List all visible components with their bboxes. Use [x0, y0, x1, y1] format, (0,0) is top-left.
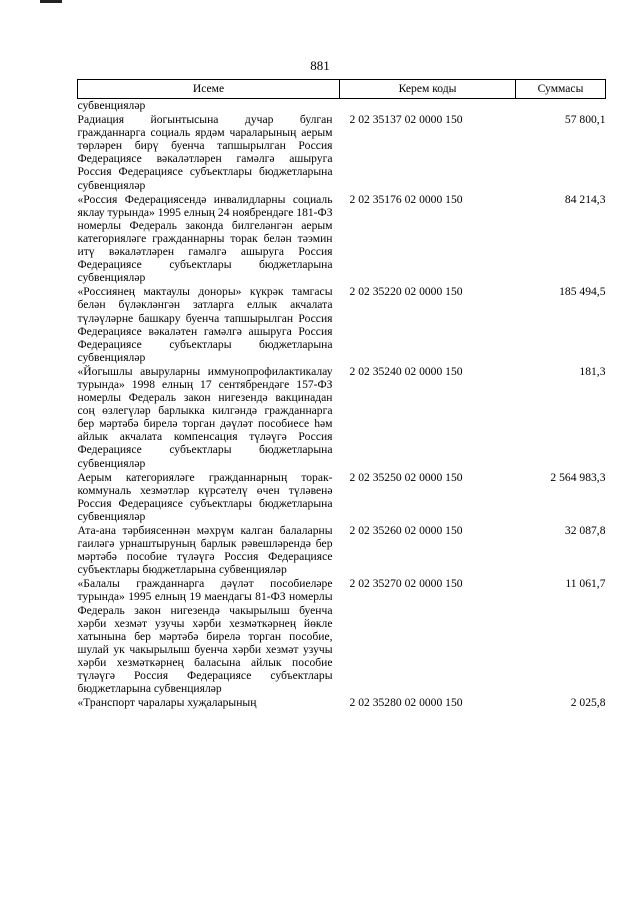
row-name: Ата-ана тәрбиясеннән мәхрүм калган балаларны гаиләгә урнаштыруның барлык рәвешләрендә бер мәртәбә пособие түләүгә Россия Федерациясе субъектлары бюджетларына субвенцияләр	[77, 524, 333, 577]
row-sum: 32 087,8	[564, 524, 606, 537]
row-name: Радиация йогынтысына дучар булган гражданнарга социаль ярдәм чараларының аерым төрләрен бирү буенча тапшырылган Россия Федерациясе вәкаләтләрен гамәлгә ашыруга Россия Федерациясе субъектлары бюджетларына субвенцияләр	[77, 113, 333, 192]
row-sum: 185 494,5	[559, 285, 606, 299]
row-name: «Балалы гражданнарга дәүләт пособиеләре турында» 1995 елның 19 маендагы 81-ФЗ номерлы Федераль закон нигезендә чакырылыш буенча хәрби хезмәт узучы хәрби хезмәткәрнең йөкле хатынына бер мәртәбә бирелә торган пособие, шулай ук чакырылыш буенча хәрби хезмәт узучы хәрби хезмәткәрнең баласына айлык пособие түләүгә Россия Федерациясе субъектлары бюджетларына субвенцияләр	[77, 577, 333, 696]
table-row	[78, 524, 606, 577]
row-code: 2 02 35260 02 0000 150	[349, 524, 463, 537]
row-name: «Россиянең мактаулы доноры» күкрәк тамгасы белән бүләкләнгән затларга еллык акчалата түләүләрне башкару буенча тапшырылган Россия Федерациясе вәкаләтен гамәлгә ашыруга Россия Федерациясе субъектлары бюджетларына субвенцияләр	[77, 285, 333, 364]
row-code: 2 02 35220 02 0000 150	[349, 285, 463, 299]
header-code: Керем коды	[340, 80, 516, 99]
row-sum: 181,3	[579, 364, 606, 378]
page-number: 881	[310, 58, 330, 73]
table-row	[78, 471, 606, 524]
row-name: «Транспорт чаралары хуҗаларының	[77, 696, 257, 710]
row-name: Аерым категорияләге гражданнарның торак-коммуналь хезмәтләр күрсәтелү өчен түләвенә Россия Федерациясе субъектлары бюджетларына субвенцияләр	[77, 470, 333, 523]
header-name: Исеме	[78, 80, 340, 99]
table-row	[78, 193, 606, 286]
row-code: 2 02 35270 02 0000 150	[349, 577, 463, 591]
budget-table	[77, 79, 606, 710]
continuation-text: субвенцияләр	[77, 99, 146, 112]
table-row	[78, 365, 606, 471]
scan-artifact	[40, 0, 62, 3]
row-code: 2 02 35280 02 0000 150	[349, 696, 463, 710]
row-code: 2 02 35137 02 0000 150	[349, 113, 463, 127]
header-sum: Суммасы	[516, 80, 606, 99]
table-row-continuation	[78, 99, 606, 114]
table-row	[78, 113, 606, 193]
row-code: 2 02 35240 02 0000 150	[349, 364, 463, 378]
row-name: «Россия Федерациясендә инвалидларны социаль яклау турында» 1995 елның 24 ноябрендәге 181-ФЗ номерлы Федераль законда билгеләнгән аерым категорияләге гражданнарны торак белән тәэмин итү вәкаләтләрен гамәлгә ашыруга Россия Федерациясе субъектлары бюджетларына субвенцияләр	[77, 192, 333, 285]
table-header-row	[78, 80, 606, 99]
row-sum: 57 800,1	[564, 113, 606, 127]
row-sum: 2 564 983,3	[550, 470, 606, 484]
row-code: 2 02 35176 02 0000 150	[349, 192, 463, 206]
row-code: 2 02 35250 02 0000 150	[349, 470, 463, 484]
table-row	[78, 577, 606, 696]
table-row	[78, 285, 606, 365]
row-sum: 84 214,3	[564, 192, 606, 206]
row-name: «Йогышлы авыруларны иммунопрофилактикалау турында» 1998 елның 17 сентябрендәге 157-ФЗ номерлы Федераль закон нигезендә вакцинадан соң өзлегүләр барлыкка килгәндә гражданнарга бер мәртәбә бирелә торган дәүләт пособиесе һәм айлык акчалата компенсация түләүгә Россия Федерациясе субъектлары бюджетларына субвенцияләр	[77, 364, 333, 470]
row-sum: 2 025,8	[570, 696, 606, 710]
row-sum: 11 061,7	[565, 577, 606, 591]
table-row	[78, 696, 606, 710]
